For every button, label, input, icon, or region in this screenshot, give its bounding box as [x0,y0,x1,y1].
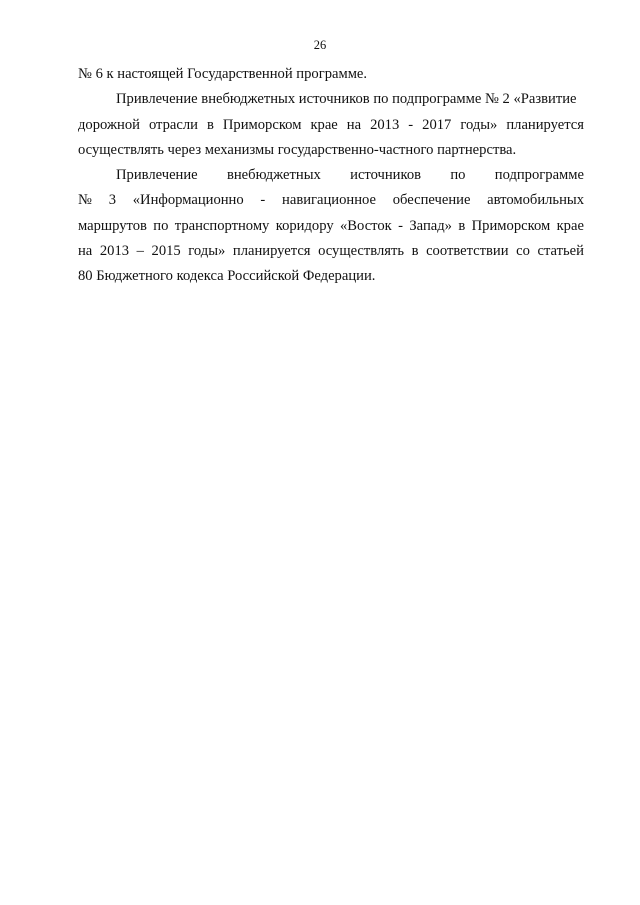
word: по [450,167,466,184]
word: планируется [232,243,311,260]
word: крае [556,217,584,234]
word: 2013 [99,243,130,260]
word: маршрутов [78,217,147,234]
word: Запад» [409,217,452,234]
word: в [206,116,214,133]
word: на [346,116,362,133]
word: со [516,243,530,260]
paragraph-2-line-2 [78,113,584,138]
word: транспортному [174,217,270,234]
paragraph-3-line-4 [78,239,584,264]
word: осуществлять [318,243,404,260]
word: дорожной [78,116,140,133]
word: - [408,116,414,133]
word: «Восток [340,217,392,234]
word: навигационное [282,192,376,209]
paragraph-3-line-5: 80 Бюджетного кодекса Российской Федерации. [78,268,376,285]
word: внебюджетных [226,167,321,184]
word: планируется [506,116,584,133]
paragraph-3-line-2 [78,188,584,213]
word: автомобильных [487,192,584,209]
word: коридору [275,217,334,234]
paragraph-2-line-1: Привлечение внебюджетных источников по подпрограмме № 2 «Развитие [116,91,577,108]
word: 2015 [151,243,181,260]
word: - [260,192,266,209]
word: 2017 [422,116,452,133]
word: годы» [460,116,498,133]
paragraph-2-line-3: осуществлять через механизмы государственно-частного партнерства. [78,141,517,158]
paragraph-1-line-1: № 6 к настоящей Государственной программе. [78,66,368,82]
document-body [78,62,584,290]
word: подпрограмме [494,167,584,184]
page-number: 26 [313,38,327,52]
word: отрасли [148,116,198,133]
word: на [78,243,93,260]
word: Приморском [471,217,551,234]
word: «Информационно [132,192,244,209]
word: – [136,243,144,260]
word: № [78,192,92,209]
word: обеспечение [392,192,471,209]
word: Приморском [222,116,302,133]
paragraph-3-line-1 [78,163,584,188]
word: соответствии [426,243,509,260]
word: 2013 [370,116,400,133]
word: в [458,217,466,234]
word: в [411,243,419,260]
word: по [153,217,169,234]
paragraph-3-line-3 [78,214,584,239]
word: статьей [537,243,584,260]
word: Привлечение [116,167,198,184]
word: крае [310,116,338,133]
word: годы» [188,243,226,260]
word: - [398,217,403,234]
word: 3 [108,192,116,209]
word: источников [350,167,422,184]
